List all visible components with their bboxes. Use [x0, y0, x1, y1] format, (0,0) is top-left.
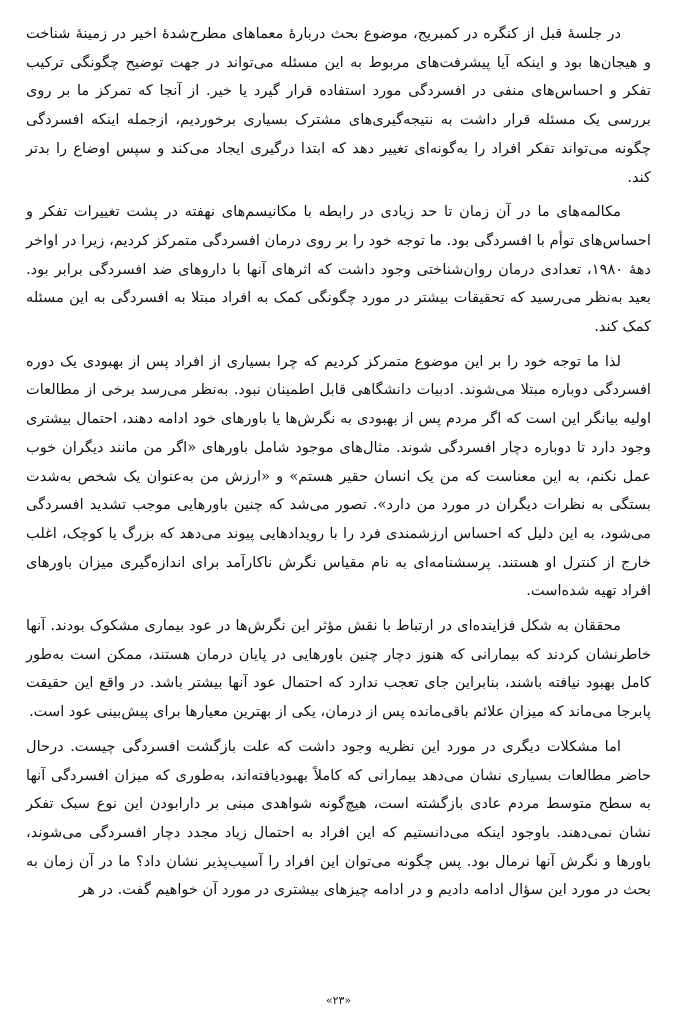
paragraph-2: مکالمه‌های ما در آن زمان تا حد زیادی در رابطه با مکانیسم‌های نهفته در پشت تغییرات تفکر و احساس‌های توأم با افسردگی بود. ما توجه خود را بر روی درمان افسردگی متمرکز کردیم، زیرا در اواخر دههٔ ۱۹۸۰، تعدادی درمان روان‌شناختی وجود داشت که اثرهای آنها با داروهای ضد افسردگی برابر بود. بعید به‌نظر می‌رسید که تحقیقات بیشتر در مورد چگونگی کمک به افراد مبتلا به افسردگی به این مسئله کمک کند.: [26, 203, 651, 336]
paragraph-5: اما مشکلات دیگری در مورد این نظریه وجود داشت که علت بازگشت افسردگی چیست. درحال حاضر مطالعات بسیاری نشان می‌دهد بیمارانی که کاملاً بهبودیافته‌اند، به‌طوری که میزان افسردگی آنها به سطح متوسط مردم عادی بازگشته است، هیچ‌گونه شواهدی مبنی بر دارابودن این نوع سبک تفکر نشان نمی‌دهند. باوجود اینکه می‌دانستیم که این افراد به احتمال زیاد مجدد دچار افسردگی می‌شوند، باورها و نگرش آنها نرمال بود. پس چگونه می‌توان این افراد را آسیب‌پذیر نشان داد؟ ما در آن زمان به بحث در مورد این سؤال ادامه دادیم و در ادامه چیزهای بیشتری در مورد آن خواهیم گفت. در هر: [26, 737, 651, 899]
page-body: [26, 20, 651, 911]
paragraph-3: لذا ما توجه خود را بر این موضوع متمرکز کردیم که چرا بسیاری از افراد پس از بهبودی یک دوره افسردگی دوباره مبتلا می‌شوند. ادبیات دانشگاهی قابل اطمینان نبود. به‌نظر می‌رسد برخی از مطالعات اولیه بیانگر این است که اگر مردم پس از بهبودی به نگرش‌ها یا باورهای خود ادامه دهند، احتمال بیشتری وجود دارد تا دوباره دچار افسردگی شوند. مثال‌های موجود شامل باورهای «اگر من مانند دیگران خوب عمل نکنم، به این معناست که من یک انسان حقیر هستم» و «ارزش من به‌عنوان یک شخص به‌شدت بستگی به نظرات دیگران در مورد من دارد». تصور می‌شد که چنین باورهایی موجب تشدید افسردگی می‌شود، به این دلیل که احساس ارزشمندی فرد را با رویدادهایی پیوند می‌دهد که بزرگ یا کوچک، اغلب خارج از کنترل او هستند. پرسشنامه‌ای به نام مقیاس نگرش ناکارآمد برای اندازه‌گیری میزان باورهای افراد تهیه شده‌است.: [26, 352, 651, 600]
paragraph-1: در جلسهٔ قبل از کنگره در کمبریج، موضوع بحث دربارهٔ معماهای مطرح‌شدهٔ اخیر در زمینهٔ شناخت و هیجان‌ها بود و اینکه آیا پیشرفت‌های مربوط به این مسئله می‌تواند در جهت توضیح چگونگی ترکیب تفکر و احساس‌های منفی در افسردگی مورد استفاده قرار گیرد یا خیر. از آنجا که تمرکز ما بر روی بررسی یک مسئله قرار داشت به نتیجه‌گیری‌های مشترک بسیاری برخوردیم، ازجمله اینکه افسردگی چگونه می‌تواند تفکر افراد را به‌گونه‌ای تغییر دهد که ابتدا درگیری ایجاد می‌کند و سپس اوضاع را بدتر کند.: [26, 25, 651, 186]
paragraph-4: محققان به شکل فزاینده‌ای در ارتباط با نقش مؤثر این نگرش‌ها در عود بیماری مشکوک بودند. آنها خاطرنشان کردند که بیمارانی که هنوز دچار چنین باورهایی در پایان درمان هستند، ممکن است به‌طور کامل بهبود نیافته باشند، بنابراین جای تعجب ندارد که احتمال عود آنها بیشتر باشد. در واقع این حقیقت پابرجا می‌ماند که میزان علائم باقی‌مانده پس از درمان، یکی از بهترین معیارها برای پیش‌بینی عود است.: [26, 617, 651, 721]
page-number: «۲۳»: [325, 994, 352, 1007]
